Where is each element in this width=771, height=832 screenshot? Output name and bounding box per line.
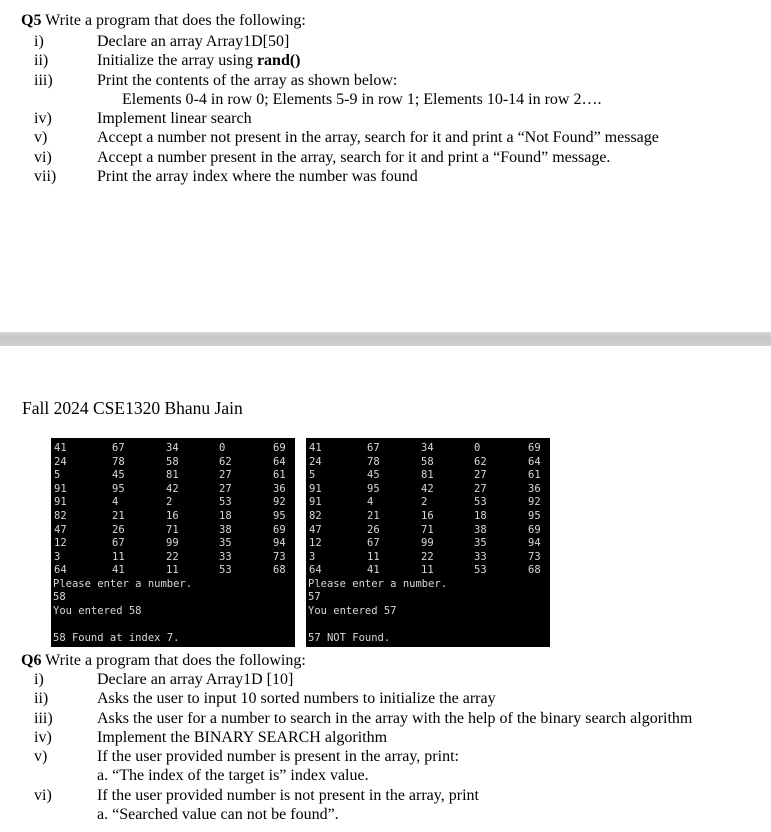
console-cell: 4: [112, 496, 119, 509]
console-cell: 35: [219, 537, 232, 550]
q5-item-text: Implement linear search: [97, 110, 252, 128]
console-cell: 64: [528, 455, 541, 468]
console-row: [51, 442, 295, 455]
q5-item-text: Accept a number not present in the array, search for it and print a “Not Found” message: [97, 129, 659, 147]
q6-item-number: ii): [34, 690, 49, 708]
q5-label: Q5: [21, 12, 42, 29]
page-footer: Fall 2024 CSE1320 Bhanu Jain: [22, 398, 243, 418]
console-cell: 41: [112, 564, 125, 577]
console-cell: 21: [367, 510, 380, 522]
q5-item-number: ii): [34, 52, 49, 70]
console-cell: 35: [474, 537, 487, 550]
console-row: [51, 510, 295, 523]
console-cell: 61: [273, 469, 286, 482]
console-row: [51, 483, 295, 496]
console-cell: 99: [421, 537, 434, 550]
q5-item-subtext: Elements 0-4 in row 0; Elements 5-9 in row 1; Elements 10-14 in row 2….: [122, 90, 602, 108]
console-row: [306, 442, 550, 455]
console-cell: 42: [166, 482, 179, 495]
console-row: [51, 537, 295, 550]
console-cell: 38: [219, 523, 232, 536]
q6-item-subtext: a. “The index of the target is” index value.: [97, 767, 369, 785]
console-cell: 22: [421, 550, 434, 563]
console-cell: 47: [54, 523, 67, 536]
console-cell: 24: [309, 455, 322, 468]
console-cell: 33: [219, 550, 232, 563]
q6-heading: [21, 651, 306, 670]
console-cell: 11: [421, 564, 434, 577]
console-cell: 53: [219, 496, 232, 509]
console-cell: 0: [219, 442, 226, 454]
console-prompt: Please enter a number.: [53, 578, 193, 590]
console-cell: 53: [474, 496, 487, 509]
console-cell: 53: [219, 564, 232, 577]
console-cell: 41: [309, 442, 322, 454]
console-row: [51, 564, 295, 577]
console-row: [51, 496, 295, 509]
q6-item-number: iv): [34, 728, 52, 746]
q5-item-number: i): [34, 33, 44, 50]
q5-item-text: Declare an array Array1D[50]: [97, 33, 290, 50]
q6-item-text: If the user provided number is not present in the array, print: [97, 786, 479, 804]
console-cell: 99: [166, 537, 179, 550]
q6-item-number: v): [34, 748, 48, 766]
q6-item-number: i): [34, 671, 44, 688]
console-cell: 67: [112, 442, 125, 454]
console-cell: 18: [219, 510, 232, 522]
console-cell: 71: [166, 523, 179, 536]
console-cell: 94: [273, 537, 286, 550]
console-cell: 27: [474, 469, 487, 482]
q6-label: Q6: [21, 652, 42, 669]
console-cell: 82: [54, 510, 67, 522]
console-cell: 2: [166, 496, 173, 509]
q6-heading-text: Write a program that does the following:: [41, 652, 306, 669]
console-entered: You entered 57: [308, 605, 397, 617]
console-row: [306, 510, 550, 523]
console-cell: 2: [421, 496, 428, 509]
q6-item-text: If the user provided number is present in the array, print:: [97, 748, 459, 766]
console-cell: 69: [528, 523, 541, 536]
q5-item-text: Accept a number present in the array, search for it and print a “Found” message.: [97, 148, 611, 166]
console-cell: 62: [474, 455, 487, 468]
console-cell: 3: [54, 550, 61, 563]
q6-item-number: iii): [34, 709, 53, 727]
console-cell: 92: [528, 496, 541, 509]
console-row: [306, 551, 550, 564]
q6-item-text: Asks the user to input 10 sorted numbers to initialize the array: [97, 690, 496, 708]
console-cell: 41: [367, 564, 380, 577]
console-cell: 21: [112, 510, 125, 522]
console-cell: 68: [528, 564, 541, 577]
console-row: [306, 483, 550, 496]
console-row: [51, 524, 295, 537]
console-result: 58 Found at index 7.: [53, 632, 180, 644]
console-cell: 11: [112, 550, 125, 563]
console-cell: 16: [421, 510, 434, 522]
console-cell: 91: [54, 496, 67, 509]
q5-item-text-bold: rand(): [256, 52, 301, 70]
console-row: [306, 564, 550, 577]
console-cell: 45: [367, 469, 380, 482]
console-cell: 4: [367, 496, 374, 509]
console-row: [306, 496, 550, 509]
q6-item-number: vi): [34, 786, 52, 804]
console-cell: 5: [54, 469, 61, 482]
console-cell: 95: [273, 510, 286, 522]
console-cell: 69: [273, 523, 286, 536]
console-cell: 67: [367, 537, 380, 550]
console-cell: 34: [421, 442, 434, 454]
console-cell: 82: [309, 510, 322, 522]
console-cell: 11: [166, 564, 179, 577]
console-row: [51, 469, 295, 482]
console-cell: 12: [309, 537, 322, 550]
q5-item-text: Print the array index where the number was found: [97, 168, 418, 186]
console-cell: 22: [166, 550, 179, 563]
console-cell: 68: [273, 564, 286, 577]
console-cell: 34: [166, 442, 179, 454]
console-cell: 64: [309, 564, 322, 577]
console-entered: You entered 58: [53, 605, 142, 617]
q5-item-text-plain: Initialize the array using: [97, 52, 257, 70]
console-cell: 62: [219, 455, 232, 468]
console-cell: 18: [474, 510, 487, 522]
console-cell: 61: [528, 469, 541, 482]
console-cell: 47: [309, 523, 322, 536]
console-row: [306, 469, 550, 482]
console-cell: 91: [309, 496, 322, 509]
console-cell: 92: [273, 496, 286, 509]
q6-item-subtext: a. “Searched value can not be found”.: [97, 806, 339, 824]
console-cell: 11: [367, 550, 380, 563]
console-cell: 53: [474, 564, 487, 577]
q5-heading-text: Write a program that does the following:: [41, 12, 306, 29]
console-cell: 64: [273, 455, 286, 468]
console-cell: 24: [54, 455, 67, 468]
q5-item-text: Print the contents of the array as shown below:: [97, 71, 398, 89]
console-cell: 73: [528, 550, 541, 563]
console-cell: 36: [528, 482, 541, 495]
q5-item-number: iii): [34, 71, 53, 89]
console-cell: 95: [528, 510, 541, 522]
q6-item-text: Implement the BINARY SEARCH algorithm: [97, 728, 388, 746]
q5-item-number: vi): [34, 148, 52, 166]
q5-item-number: v): [34, 129, 48, 147]
q5-heading: [21, 11, 306, 31]
console-cell: 78: [367, 455, 380, 468]
q5-item-number: iv): [34, 110, 52, 128]
console-output-found: [51, 438, 295, 647]
console-cell: 38: [474, 523, 487, 536]
console-cell: 26: [367, 523, 380, 536]
console-cell: 41: [54, 442, 67, 454]
console-row: [306, 537, 550, 550]
console-cell: 69: [273, 442, 286, 454]
console-cell: 78: [112, 455, 125, 468]
console-cell: 0: [474, 442, 481, 454]
q6-item-text: Asks the user for a number to search in the array with the help of the binary search algorithm: [97, 709, 693, 727]
console-row: [51, 551, 295, 564]
console-cell: 42: [421, 482, 434, 495]
console-result: 57 NOT Found.: [308, 632, 391, 644]
console-cell: 16: [166, 510, 179, 522]
console-cell: 26: [112, 523, 125, 536]
console-cell: 81: [421, 469, 434, 482]
console-cell: 69: [528, 442, 541, 454]
console-output-not-found: [306, 438, 550, 647]
console-cell: 58: [166, 455, 179, 468]
console-cell: 67: [367, 442, 380, 454]
console-cell: 45: [112, 469, 125, 482]
console-cell: 5: [309, 469, 316, 482]
console-cell: 27: [219, 482, 232, 495]
console-cell: 36: [273, 482, 286, 495]
console-cell: 27: [219, 469, 232, 482]
console-row: [51, 456, 295, 469]
console-input: 57: [308, 591, 321, 603]
console-cell: 58: [421, 455, 434, 468]
console-cell: 3: [309, 550, 316, 563]
console-cell: 91: [54, 482, 67, 495]
console-cell: 91: [309, 482, 322, 495]
console-row: [306, 456, 550, 469]
console-prompt: Please enter a number.: [308, 578, 448, 590]
console-cell: 95: [367, 482, 380, 495]
q6-item-text: Declare an array Array1D [10]: [97, 671, 294, 688]
console-cell: 71: [421, 523, 434, 536]
console-row: [306, 524, 550, 537]
console-cell: 27: [474, 482, 487, 495]
console-input: 58: [53, 591, 66, 603]
q5-item-number: vii): [34, 168, 57, 186]
console-cell: 95: [112, 482, 125, 495]
console-cell: 67: [112, 537, 125, 550]
q5-item-text: [97, 51, 301, 70]
console-cell: 81: [166, 469, 179, 482]
page-separator: [0, 332, 771, 346]
console-cell: 73: [273, 550, 286, 563]
console-cell: 33: [474, 550, 487, 563]
console-cell: 64: [54, 564, 67, 577]
console-cell: 94: [528, 537, 541, 550]
console-cell: 12: [54, 537, 67, 550]
